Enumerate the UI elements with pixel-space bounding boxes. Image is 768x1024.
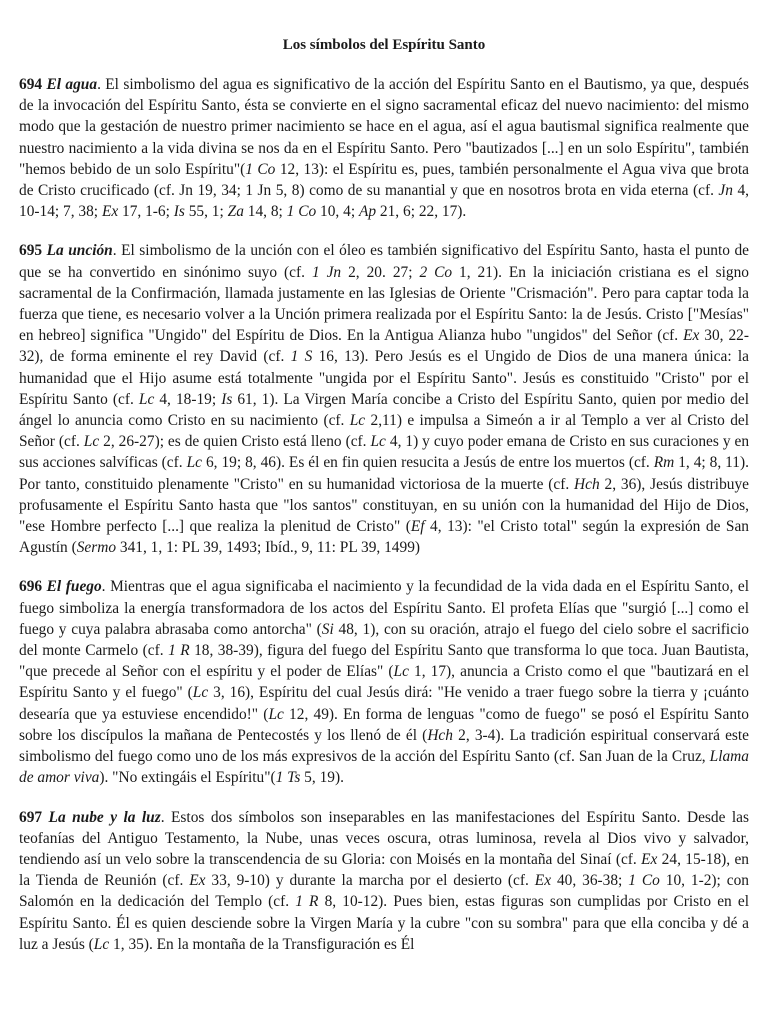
text-run: 2, 26-27); es de quien Cristo está lleno (cf. [99, 433, 371, 451]
citation-ref: Is [173, 203, 185, 221]
text-run: 8, 10-12). Pues bien, estas figuras son cumplidas por Cristo en el Espíritu Santo. Él es quien desciende sobre la Virgen María y la cubre "con su sombra" para que ella conciba y dé a luz a Jesús ( [19, 893, 749, 953]
citation-ref: Lc [268, 705, 284, 723]
citation-ref: Jn [718, 182, 733, 200]
text-run: 14, 8; [243, 203, 287, 221]
paragraph-number: 694 [19, 76, 43, 93]
text-run: 2, 20. 27; [341, 263, 420, 281]
text-run: 5, 19). [300, 769, 344, 787]
citation-ref: Ap [358, 203, 377, 221]
text-run: 30, 22-32), de forma eminente el rey David (cf. [19, 327, 750, 366]
text-run: 21, 6; 22, 17). [376, 203, 467, 221]
paragraph-number: 696 [19, 578, 43, 596]
citation-ref: Ex [189, 872, 206, 890]
citation-ref: Lc [349, 412, 366, 430]
citation-ref: 1 Co [628, 872, 660, 890]
citation-ref: Sermo [76, 539, 117, 557]
paragraph-heading: La nube y la luz [48, 808, 161, 826]
citation-ref: 1 Jn [311, 263, 342, 281]
citation-ref: Is [221, 390, 233, 408]
citation-ref: Hch [427, 726, 453, 744]
paragraph-697 [19, 807, 749, 955]
citation-ref: Ex [683, 327, 700, 345]
text-run: 341, 1, 1: PL 39, 1493; Ibíd., 9, 11: PL 39, 1499) [116, 539, 421, 557]
citation-ref: Lc [138, 390, 155, 408]
text-run: 4, 1) y cuyo poder emana de Cristo en sus curaciones y en sus acciones salvíficas (cf. [19, 433, 750, 472]
citation-ref: Lc [192, 684, 209, 702]
citation-ref: 1 R [295, 893, 319, 911]
paragraph-number: 697 [19, 808, 43, 826]
text-run: 12, 13): el Espíritu es, pues, también personalmente el Agua viva que brota de Cristo crucificado (cf. Jn 19, 34; 1 Jn 5, 8) como de su manantial y que en nosotros brota en vida eterna (cf. [19, 160, 749, 200]
citation-ref: Ex [101, 203, 119, 221]
citation-ref: 1 Co [286, 203, 317, 221]
text-run: . Estos dos símbolos son inseparables en las manifestaciones del Espíritu Santo. Desde las teofanías del Antiguo Testamento, la Nube, unas veces oscura, otras luminosa, revela al Dios vivo y salvador, tendiendo así un velo sobre la transcendencia de su Gloria: con Moisés en la montaña del Sinaí (cf. [19, 808, 749, 868]
text-run: 6, 19; 8, 46). Es él en fin quien resucita a Jesús de entre los muertos (cf. [201, 454, 654, 472]
text-run: . Mientras que el agua significaba el nacimiento y la fecundidad de la vida dada en el Espíritu Santo, el fuego simboliza la energía transformadora de los actos del Espíritu Santo. El profeta Elías que "surgió [...] como el fuego y cuya palabra abrasaba como antorcha" ( [19, 578, 749, 638]
text-run: . El simbolismo de la unción con el óleo es también significativo del Espíritu Santo, hasta el punto de que se ha convertido en sinónimo suyo (cf. [19, 242, 749, 281]
citation-ref: Llama de amor viva [19, 748, 749, 787]
citation-ref: 1 Ts [275, 769, 301, 787]
text-run: 17, 1-6; [118, 203, 174, 221]
paragraph-body [19, 242, 749, 556]
citation-ref: 1 S [290, 348, 313, 366]
text-run: 2, 3-4). La tradición espiritual conservará este simbolismo del fuego como uno de los más expresivos de la acción del Espíritu Santo (cf. San Juan de la Cruz, [19, 726, 750, 766]
text-run: 40, 36-38; [551, 872, 629, 890]
citation-ref: Ex [641, 850, 658, 868]
text-run: 1, 21). En la iniciación cristiana es el signo sacramental de la Confirmación, llamada justamente en las Iglesias de Oriente "Crismación". Pero para captar toda la fuerza que tiene, es necesario volver a la Unción primera realizada por el Espíritu Santo: la de Jesús. Cristo ["Mesías" en hebreo] significa "Ungido" del Espíritu de Dios. En la Antigua Alianza hubo "ungidos" del Señor (cf. [19, 263, 749, 345]
text-run: 1, 17), anuncia a Cristo como el que "bautizará en el Espíritu Santo y el fuego" ( [19, 663, 750, 702]
citation-ref: 1 Co [245, 160, 276, 178]
citation-ref: Si [321, 620, 334, 638]
paragraph-body [19, 76, 749, 220]
text-run: 2,11) e impulsa a Simeón a ir al Templo a ver al Cristo del Señor (cf. [19, 412, 750, 451]
text-run: . El simbolismo del agua es significativo de la acción del Espíritu Santo en el Bautismo, ya que, después de la invocación del Espíritu Santo, ésta se convierte en el signo sacramental eficaz del nuevo nacimiento: del mismo modo que la gestación de nuestro primer nacimiento se hace en el agua, así el agua bautismal significa realmente que nuestro nacimiento a la vida divina se nos da en el Espíritu Santo. Pero "bautizados [...] en un solo Espíritu", también "hemos bebido de un solo Espíritu"( [19, 76, 749, 178]
paragraph-696 [19, 576, 749, 788]
citation-ref: Ex [534, 872, 552, 890]
text-run: 1, 4; 8, 11). Por tanto, constituido plenamente "Cristo" en su humanidad victoriosa de la muerte (cf. [19, 454, 749, 493]
text-run: 24, 15-18), en la Tienda de Reunión (cf. [19, 850, 749, 890]
paragraph-body [19, 578, 749, 786]
citation-ref: Rm [653, 454, 675, 472]
text-run: 1, 35). En la montaña de la Transfiguración es Él [109, 935, 415, 953]
citation-ref: Za [227, 203, 244, 221]
paragraph-heading: El fuego [46, 578, 102, 596]
citation-ref: Lc [93, 935, 110, 953]
paragraph-body [19, 809, 749, 953]
text-run: 61, 1). La Virgen María concibe a Cristo del Espíritu Santo, quien por medio del ángel lo anuncia como Cristo en su nacimiento (cf. [19, 390, 749, 430]
text-run: 16, 13). Pero Jesús es el Ungido de Dios de una manera única: la humanidad que el Hijo asume está totalmente "ungida por el Espíritu Santo". Jesús es constituido "Cristo" por el Espíritu Santo (cf. [19, 348, 749, 408]
text-run: 55, 1; [184, 203, 228, 221]
paragraph-695 [19, 240, 749, 558]
document-title: Los símbolos del Espíritu Santo [282, 37, 486, 53]
citation-ref: Lc [393, 663, 409, 681]
text-run: 18, 38-39), figura del fuego del Espíritu Santo que transforma lo que toca. Juan Bautista, "que precede al Señor con el espíritu y el poder de Elías" ( [19, 642, 749, 681]
paragraph-heading: La unción [46, 242, 113, 260]
paragraph-number: 695 [19, 242, 43, 260]
citation-ref: 2 Co [419, 263, 453, 281]
citation-ref: Ef [410, 518, 425, 536]
text-run: 4, 13): "el Cristo total" según la expresión de San Agustín ( [19, 518, 749, 557]
citation-ref: Hch [574, 475, 600, 493]
text-run: 2, 36), Jesús distribuye profusamente el Espíritu Santo hasta que "los santos" constituyan, en su unión con la humanidad del Hijo de Dios, "ese Hombre perfecto [...] que realiza la plenitud de Cristo" ( [19, 475, 749, 536]
text-run: 12, 49). En forma de lenguas "como de fuego" se posó el Espíritu Santo sobre los discípulos la mañana de Pentecostés y los llenó de él ( [19, 705, 749, 744]
citation-ref: Lc [186, 454, 202, 472]
text-run: 48, 1), con su oración, atrajo el fuego del cielo sobre el sacrificio del monte Carmelo (cf. [19, 620, 749, 660]
text-run: 10, 4; [316, 203, 359, 221]
text-run: 33, 9-10) y durante la marcha por el desierto (cf. [205, 872, 535, 890]
citation-ref: Lc [370, 433, 386, 451]
citation-ref: Lc [83, 433, 100, 451]
text-run: 4, 18-19; [154, 390, 222, 408]
text-run: 10, 1-2); con Salomón en la dedicación del Templo (cf. [19, 872, 749, 911]
paragraph-heading: El agua [46, 76, 98, 93]
text-run: ). "No extingáis el Espíritu"( [99, 769, 276, 787]
paragraph-694 [19, 74, 749, 222]
text-run: 4, 10-14; 7, 38; [19, 182, 749, 221]
citation-ref: 1 R [168, 642, 190, 660]
text-run: 3, 16), Espíritu del cual Jesús dirá: "He venido a traer fuego sobre la tierra y ¡cuánto desearía que ya estuviese encendido!" ( [19, 684, 749, 723]
